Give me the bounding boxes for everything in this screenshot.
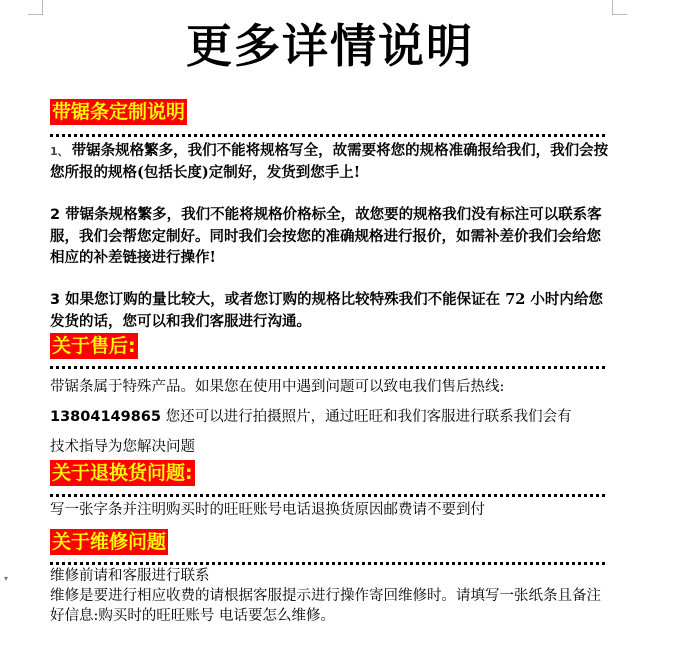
custom-note-3 — [50, 289, 610, 332]
section-heading-repair: 关于维修问题 — [52, 531, 167, 553]
returns-text — [50, 500, 610, 521]
custom-notes — [50, 140, 610, 332]
note-number: 3 — [50, 292, 61, 308]
aftersales-line-2-text: 您还可以进行拍摄照片，通过旺旺和我们客服进行联系我们会有 — [160, 409, 572, 425]
aftersales-line-3: 技术指导为您解决问题 — [50, 439, 195, 455]
section-heading-custom: 带锯条定制说明 — [52, 101, 186, 123]
dotted-divider — [50, 562, 605, 565]
section-heading-aftersales: 关于售后: — [52, 335, 136, 357]
aftersales-line-2 — [50, 402, 610, 432]
repair-line-2: 维修是要进行相应收费的请根据客服提示进行操作寄回维修时。请填写一张纸条且备注好信息:购买时的旺旺账号 电话要怎么维修。 — [50, 588, 601, 624]
custom-note-1 — [50, 140, 610, 183]
repair-line-1: 维修前请和客服进行联系 — [50, 568, 210, 584]
hotline-number: 13804149865 — [50, 409, 161, 425]
aftersales-line-1: 带锯条属于特殊产品。如果您在使用中遇到问题可以致电我们售后热线: — [50, 379, 505, 395]
page-title: 更多详情说明 — [186, 19, 474, 73]
note-text: 带锯条规格繁多，我们不能将规格价格标全，故您要的规格我们没有标注可以联系客服，我们会帮您定制好。同时我们会按您的准确规格进行报价，如需补差价我们会给您相应的补差链接进行操作! — [50, 206, 602, 266]
dotted-divider — [50, 134, 605, 137]
returns-line-1: 写一张字条并注明购买时的旺旺账号电话退换货原因邮费请不要到付 — [50, 502, 485, 518]
dotted-divider — [50, 366, 605, 369]
custom-note-2 — [50, 204, 610, 268]
dotted-divider — [50, 494, 605, 497]
note-text: 如果您订购的量比较大，或者您订购的规格比较特殊我们不能保证在 72 小时内给您发货的话，您可以和我们客服进行沟通。 — [50, 291, 603, 330]
page-corner-mark-right — [612, 0, 627, 15]
repair-text — [50, 566, 610, 626]
section-heading-returns: 关于退换货问题: — [52, 462, 193, 484]
note-number: 2 — [50, 207, 61, 223]
page-corner-mark-left — [28, 0, 43, 15]
note-text: 带锯条规格繁多，我们不能将规格写全，故需要将您的规格准确报给我们，我们会按您所报的规格(包括长度)定制好，发货到您手上! — [50, 142, 609, 181]
aftersales-text — [50, 372, 610, 462]
note-number: 1、 — [50, 145, 69, 158]
margin-mark: ▾ — [4, 574, 9, 583]
